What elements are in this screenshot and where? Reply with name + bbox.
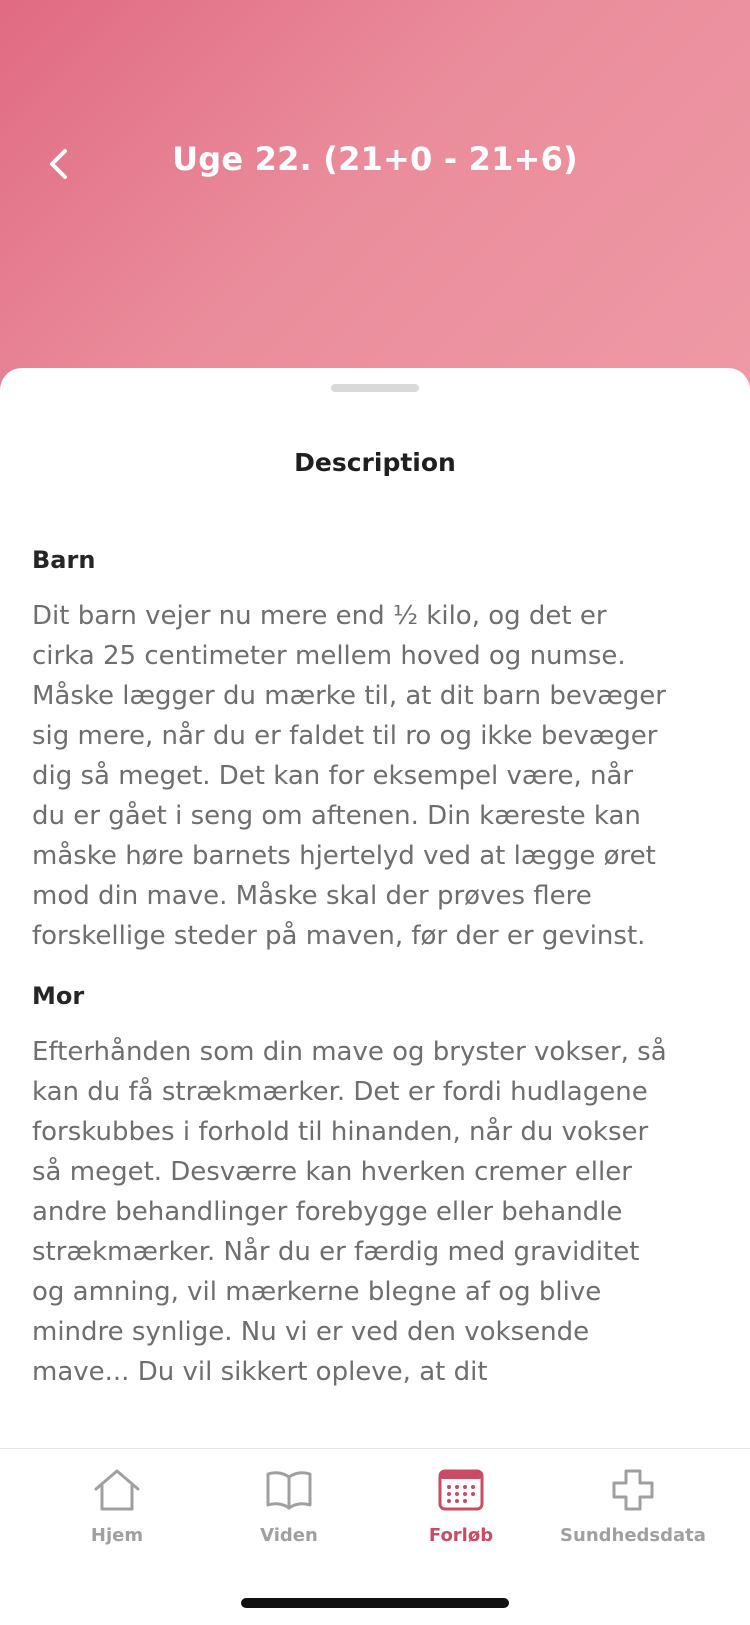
book-icon	[264, 1467, 314, 1513]
header-background	[0, 0, 750, 420]
description-sheet[interactable]	[0, 368, 750, 1448]
tab-label: Sundhedsdata	[560, 1525, 706, 1546]
tab-viden[interactable]	[203, 1467, 375, 1567]
home-icon	[92, 1467, 142, 1513]
section-barn	[32, 546, 672, 956]
section-mor	[32, 982, 672, 1392]
page-title: Uge 22. (21+0 - 21+6)	[172, 140, 578, 178]
section-heading: Mor	[32, 982, 85, 1010]
section-body: Dit barn vejer nu mere end ½ kilo, og det er cirka 25 centimeter mellem hoved og numse. Måske lægger du mærke til, at dit barn bevæger sig mere, når du er faldet til ro og ikke bevæger dig så meget. Det kan for eksempel være, når du er gået i seng om aftenen. Din kæreste kan måske høre barnets hjertelyd ved at lægge øret mod din mave. Måske skal der prøves flere forskellige steder på maven, før der er gevinst.	[32, 601, 666, 951]
calendar-icon	[436, 1467, 486, 1513]
tab-hjem[interactable]	[31, 1467, 203, 1567]
tab-label: Hjem	[90, 1525, 144, 1546]
tab-sundhedsdata[interactable]	[547, 1467, 719, 1567]
section-heading: Barn	[32, 546, 96, 574]
tab-label: Forløb	[428, 1525, 494, 1546]
description-content	[32, 546, 672, 1418]
drag-handle[interactable]	[331, 384, 419, 392]
tab-label: Viden	[260, 1525, 318, 1546]
medical-cross-icon	[608, 1467, 658, 1513]
home-indicator	[241, 1598, 509, 1608]
section-body: Efterhånden som din mave og bryster vokser, så kan du få strækmærker. Det er fordi hudlagene forskubbes i forhold til hinanden, når du vokser så meget. Desværre kan hverken cremer eller andre behandlinger forebygge eller behandle strækmærker. Når du er færdig med graviditet og amning, vil mærkerne blegne af og blive mindre synlige. Nu vi er ved den voksende mave... Du vil sikkert opleve, at dit	[32, 1037, 667, 1387]
tab-forlob[interactable]	[375, 1467, 547, 1567]
sheet-title: Description	[294, 448, 456, 477]
